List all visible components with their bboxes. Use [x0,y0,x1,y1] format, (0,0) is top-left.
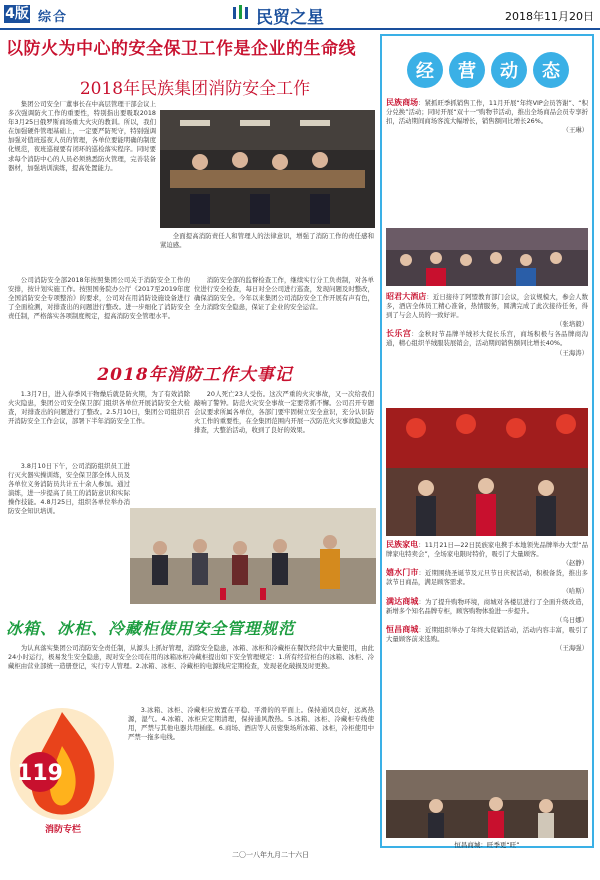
article1-bottom-right-text [194,276,374,350]
svg-text:119: 119 [17,761,63,786]
article2-right1-text [194,390,374,496]
article1-left-text [8,100,156,272]
paper-name: 民贸之星 [256,8,324,28]
business-title-char: 态 [542,61,560,82]
article2-right1-paragraph: 20人死亡23人受伤。这次严重的火灾事故，又一次给我们敲响了警钟。防范火灾安全事故一定要常抓不懈。公司召开专题会议要求所属各单位，各部门要牢固树立安全意识，充分认识防火工作的重要性，在全集团范围内开展一次防范火灾事故隐患大排查，大整治活动，收到了良好的效果。 [194,390,374,435]
business-item-text: ：金秋时节品牌羊绒衫大促长乐宫，商场积极与各品牌商沟通，精心组织羊绒服装展销会，活动期间销售额同比增长40%。 [386,330,588,348]
article1-bottom-right-paragraph: 消防安全部的监督检查工作，继续实行分工负责制，对各单位进行安全检查，每日对全公司进行巡查，发现问题及时整改，确保消防安全。今年以来集团公司消防安全工作开展有声有色，全力消除安全隐患，保证了企业的安全运营。 [194,276,374,312]
business-title-char: 经 [416,61,434,82]
article2-left2-text [8,462,130,604]
article3-date: 二〇一八年九月二十六日 [232,851,309,859]
article3-intro-text [8,644,374,702]
business-item-head: 满达商城 [386,596,419,606]
article2-left2-paragraph: 3.8月10日下午，公司消防组织员工进行灭火器实操训练，安全保卫部全体人员及各单位义务消防员共计五十余人参加。通过演练，进一步提高了员工的消防意识和实际操作技能。4.8月25日，组织各单位举办消防安全知识培训。 [8,462,130,516]
business-items-group [386,540,588,768]
article1-bottom-left-paragraph: 公司消防安全部2018年按照集团公司关于消防安全工作的安排，按计划实施工作。按照国务院办公厅《2017至2019年度全国消防安全专项整治》的要求，公司对在用消防设施设备进行了全面检测，对排查出的问题进行整改。进一步细化了消防安全责任制，严格落实各项制度规定，提高消防安全管理水平。 [8,276,190,321]
business-item [386,329,588,357]
article3-right-paragraph: 3.冰箱、冰柜、冷藏柜应放置在平稳、平滑的的平面上。保持通风良好，远离热源，湿气。4.冰箱、冰柜应定期清理，保持通风散热。5.冰箱、冰柜、冷藏柜专线使用，严禁与其他电器共用插座。6.商场、酒店等人员密集场所冰箱、冰柜，冷柜使用中严禁一拖多电线。 [128,706,374,742]
article2-left1-text [8,390,190,462]
business-item-signature: （王海涛） [556,348,588,357]
business-item-signature: （张培毅） [556,320,588,329]
business-item-signature: （王海强） [556,644,588,653]
business-item-head: 嬉水门市 [386,568,419,578]
business-item-text: ：11月21日—22日民族家电携手本地领先品牌举办大型“品牌家电特卖会”，全场家电限时特价，吸引了大量顾客。 [386,541,588,559]
business-title-char: 营 [458,61,476,82]
business-items-group [386,292,588,410]
article3-title: 冰箱、冰柜、冷藏柜使用安全管理规范 [6,619,296,638]
business-item-head: 民族家电 [386,540,419,549]
article1-title: 2018年民族集团消防安全工作 [79,79,311,99]
business-item-text: ：为了提升购物环境，商城对各楼层进行了全面升级改造，新增多个知名品牌专柜，顾客购物体验进一步提升。 [386,597,588,615]
issue-date: 2018年11月20日 [505,10,594,23]
article1-left-paragraph: 集团公司安全厂董事长在中高层管理干部会议上多次强调防火工作的重要性，特别指出要吸取2018年3月25日俄罗斯商场重大火灾的教训。所以，我们在加强硬件管理基础上，一定要严防死守，特别强调加强对值班巡夜人员的管理，各单位要能明确的制度化规范，夜班巡视要有闭环的巡检落实程序。同时要求每个消防中心的人员必须熟悉防火管理，完善装备器材，加强培训演练，提高处置能力。 [8,100,156,172]
fire-safety-illustration [4,702,122,842]
business-item-signature: （赵静） [562,559,588,568]
article1-bottom-left-text [8,276,190,350]
festive-shop-photo [386,408,588,536]
article2-left1-paragraph: 1.3月7日，进入春季风干物燥后就是防火期，为了有效消除火灾隐患，集团公司安全保卫部门组织各单位开展消防安全大检查，对排查出的问题进行了整改。2.5月10日，集团公司组织召开消防安全工作会议，部署下半年消防安全工作。 [8,390,190,426]
paper-logo-icon [232,4,250,22]
photo-caption: 恒昌商城：旺季更“旺” [454,841,520,849]
business-item [386,625,588,653]
business-title-badges [405,50,575,90]
business-item [386,540,588,568]
business-item-signature: （王琳） [562,126,588,135]
meeting-photo [160,110,375,228]
business-item-signature: （哈斯） [562,587,588,596]
business-item-signature: （乌日娜） [556,615,588,624]
business-item [386,597,588,625]
business-item [386,98,588,224]
fire-drill-photo [130,508,376,604]
business-item-text: ：近期围绕圣诞节及元旦节日庆祝活动，积极备货，推出多款节日商品，满足顾客需求。 [386,569,588,587]
mall-shopping-photo [386,770,588,838]
article2-title: 2018年消防工作大事记 [97,365,293,385]
business-item-head: 民族商场 [386,98,419,107]
article3-intro-paragraph: 为认真落实集团公司消防安全责任制，从源头上抓好管理，消除安全隐患，冰箱、冰柜和冷藏柜在餐饮经营中大量使用，由此24小时运行，极易发生安全隐患，现对安全公司在用的冰箱冰柜冷藏柜提出如下安全管理规定：1.所有经营柜台的冰箱、冰柜、冷藏柜由营业部统一造册登记，实行专人管理。2.冰箱、冰柜、冷藏柜的电源线应定期检查，发现老化破损及时更换。 [8,644,374,671]
page-headline: 以防火为中心的安全保卫工作是企业的生命线 [6,39,356,59]
mall-crowd-photo [386,228,588,286]
article3-right-text [128,706,374,846]
business-item-head: 恒昌商城 [386,624,419,634]
article1-right-text [160,232,374,270]
business-item-text: ：近日接待了阿盟教育部门会议，会议规模大，参会人数多，酒店全体员工精心准备，热情服务，圆满完成了此次接待任务，得到了与会人员的一致好评。 [386,293,588,320]
article1-right-paragraph: 全面提高消防责任人和管理人的法律意识，增强了消防工作的责任感和紧迫感。 [160,232,374,250]
business-item-text: ：近期组织举办了年终大促销活动，活动内容丰富，吸引了大量顾客前来选购。 [386,625,588,643]
fire-column-label: 消防专栏 [44,825,81,835]
business-item-head: 长乐宫 [386,329,412,339]
page-number: 4版 [5,6,29,22]
business-item [386,568,588,596]
business-item [386,292,588,329]
business-title-char: 动 [500,61,518,82]
section-name: 综合 [38,10,69,25]
business-item-text: ：紧抓旺季抓销售工作，11月开展“年终VIP会员答谢”、“积分兑换”活动；同时开展“双十一”购物节活动，推出全场商品会员专享折扣，活动期间商场客流大幅增长，销售额同比增长26%。 [386,99,588,126]
business-item-head: 昭君大酒店 [386,292,427,301]
